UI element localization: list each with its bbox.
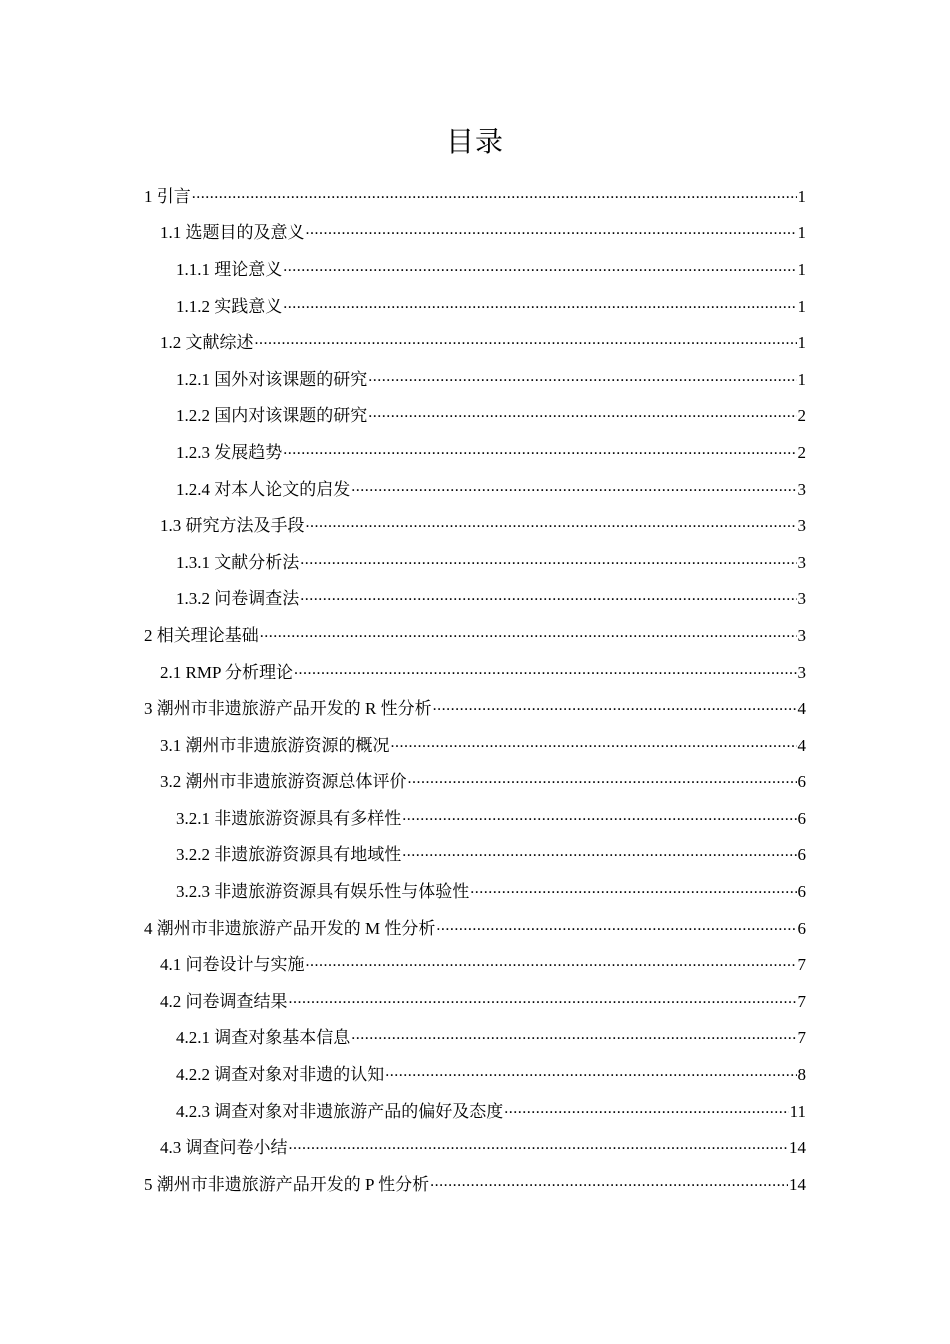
- dot-leader: [294, 661, 796, 678]
- dot-leader: [306, 221, 797, 238]
- toc-entry-link[interactable]: [176, 584, 950, 609]
- toc-entry-link[interactable]: [176, 804, 950, 829]
- dot-leader: [436, 917, 796, 934]
- toc-entry-link[interactable]: [176, 255, 950, 280]
- toc-entry-label: 1.3.2 问卷调查法: [176, 589, 300, 609]
- toc-entry-link[interactable]: [160, 658, 950, 683]
- toc-entry-label: 1.3.1 文献分析法: [176, 552, 300, 572]
- toc-entry-link[interactable]: [176, 475, 950, 500]
- toc-entry-link[interactable]: [176, 1097, 950, 1122]
- toc-entry: [0, 579, 950, 616]
- toc-entry-page-number: 6: [797, 845, 806, 865]
- dot-leader: [283, 258, 796, 275]
- dot-leader: [504, 1100, 788, 1117]
- toc-entry-label: 2 相关理论基础: [144, 625, 259, 645]
- toc-entry: [0, 871, 950, 908]
- toc-entry: [0, 542, 950, 579]
- toc-entry-page-number: 1: [797, 186, 806, 206]
- toc-entry-page-number: 1: [797, 369, 806, 389]
- toc-entry-link[interactable]: [144, 182, 950, 207]
- toc-entry-page-number: 3: [797, 589, 806, 609]
- toc-entry-label: 4.2.3 调查对象对非遗旅游产品的偏好及态度: [176, 1101, 504, 1121]
- toc-entry-link[interactable]: [144, 1170, 950, 1195]
- toc-entry-page-number: 3: [797, 516, 806, 536]
- toc-entry: [0, 432, 950, 469]
- dot-leader: [385, 1063, 796, 1080]
- toc-entry-label: 3.1 潮州市非遗旅游资源的概况: [160, 735, 390, 755]
- toc-entry-label: 3 潮州市非遗旅游产品开发的 R 性分析: [144, 699, 432, 719]
- dot-leader: [433, 697, 797, 714]
- toc-entry-page-number: 7: [797, 991, 806, 1011]
- toc-entry-link[interactable]: [144, 694, 950, 719]
- toc-entry-page-number: 4: [797, 735, 806, 755]
- toc-entry-label: 1.2.4 对本人论文的启发: [176, 479, 351, 499]
- toc-entry: [0, 981, 950, 1018]
- page-title: 目录: [445, 125, 504, 158]
- toc-entry-link[interactable]: [160, 328, 950, 353]
- toc-entry-page-number: 7: [797, 1028, 806, 1048]
- toc-entry-page-number: 2: [797, 406, 806, 426]
- toc-entry-label: 1.2.3 发展趋势: [176, 442, 283, 462]
- toc-entry-link[interactable]: [144, 621, 950, 646]
- toc-entry: [0, 652, 950, 689]
- toc-entry-label: 1.2.2 国内对该课题的研究: [176, 406, 368, 426]
- toc-entry: [0, 176, 950, 213]
- toc-entry: [0, 1054, 950, 1091]
- toc-entry-label: 3.2.1 非遗旅游资源具有多样性: [176, 808, 402, 828]
- toc-entry: [0, 944, 950, 981]
- toc-entry-link[interactable]: [144, 914, 950, 939]
- toc-entry-page-number: 1: [797, 333, 806, 353]
- toc-entry: [0, 469, 950, 506]
- toc-entry: [0, 286, 950, 323]
- toc-entry-page-number: 2: [797, 442, 806, 462]
- dot-leader: [283, 295, 796, 312]
- toc-entry-page-number: 1: [797, 296, 806, 316]
- toc-entry: [0, 688, 950, 725]
- toc-entry: [0, 322, 950, 359]
- toc-entry: [0, 725, 950, 762]
- dot-leader: [283, 441, 796, 458]
- toc-entry-label: 1 引言: [144, 186, 191, 206]
- dot-leader: [368, 368, 796, 385]
- dot-leader: [402, 843, 796, 860]
- toc-entry: [0, 505, 950, 542]
- toc-entry-label: 4.2.2 调查对象对非遗的认知: [176, 1065, 385, 1085]
- toc-entry: [0, 835, 950, 872]
- toc-entry-link[interactable]: [176, 1060, 950, 1085]
- toc-entry-page-number: 8: [797, 1065, 806, 1085]
- toc-entry: [0, 359, 950, 396]
- toc-entry-label: 5 潮州市非遗旅游产品开发的 P 性分析: [144, 1174, 430, 1194]
- dot-leader: [368, 404, 796, 421]
- dot-leader: [255, 331, 797, 348]
- toc-entry-label: 4.2 问卷调查结果: [160, 991, 288, 1011]
- toc-entry-link[interactable]: [176, 548, 950, 573]
- dot-leader: [300, 551, 796, 568]
- toc-entry: [0, 762, 950, 799]
- toc-entry-page-number: 1: [797, 223, 806, 243]
- toc-entry-link[interactable]: [176, 292, 950, 317]
- toc-entry-link[interactable]: [160, 987, 950, 1012]
- toc-entry-page-number: 14: [789, 1174, 806, 1194]
- toc-entry-label: 1.1.1 理论意义: [176, 259, 283, 279]
- toc-entry-page-number: 6: [797, 882, 806, 902]
- dot-leader: [300, 587, 796, 604]
- toc-entry-page-number: 1: [797, 259, 806, 279]
- dot-leader: [192, 185, 797, 202]
- table-of-contents: [0, 176, 950, 1201]
- toc-entry-label: 4 潮州市非遗旅游产品开发的 M 性分析: [144, 918, 436, 938]
- toc-entry-page-number: 6: [797, 772, 806, 792]
- toc-entry: [0, 615, 950, 652]
- toc-entry-label: 4.3 调查问卷小结: [160, 1138, 288, 1158]
- toc-entry-page-number: 11: [789, 1101, 806, 1121]
- toc-entry-label: 1.2 文献综述: [160, 333, 254, 353]
- dot-leader: [351, 1026, 796, 1043]
- toc-entry-label: 1.2.1 国外对该课题的研究: [176, 369, 368, 389]
- toc-entry-label: 2.1 RMP 分析理论: [160, 662, 294, 682]
- toc-entry-label: 1.1 选题目的及意义: [160, 223, 305, 243]
- toc-entry-label: 1.1.2 实践意义: [176, 296, 283, 316]
- toc-entry-link[interactable]: [160, 218, 950, 243]
- dot-leader: [351, 478, 796, 495]
- toc-entry-link[interactable]: [176, 1023, 950, 1048]
- toc-entry-link[interactable]: [176, 840, 950, 865]
- dot-leader: [470, 880, 796, 897]
- toc-entry-link[interactable]: [160, 1133, 950, 1158]
- toc-entry-link[interactable]: [176, 877, 950, 902]
- toc-entry-label: 3.2.3 非遗旅游资源具有娱乐性与体验性: [176, 882, 470, 902]
- toc-entry-page-number: 4: [797, 699, 806, 719]
- toc-entry: [0, 1091, 950, 1128]
- toc-entry: [0, 1164, 950, 1201]
- toc-entry-page-number: 3: [797, 479, 806, 499]
- toc-entry-link[interactable]: [160, 767, 950, 792]
- toc-entry-page-number: 6: [797, 808, 806, 828]
- dot-leader: [391, 734, 797, 751]
- toc-entry-link[interactable]: [176, 401, 950, 426]
- toc-entry-link[interactable]: [160, 950, 950, 975]
- toc-entry-page-number: 3: [797, 552, 806, 572]
- dot-leader: [306, 514, 797, 531]
- toc-entry-link[interactable]: [176, 438, 950, 463]
- toc-entry: [0, 249, 950, 286]
- dot-leader: [289, 1136, 789, 1153]
- toc-entry-label: 4.1 问卷设计与实施: [160, 955, 305, 975]
- toc-entry-link[interactable]: [176, 365, 950, 390]
- dot-leader: [402, 807, 796, 824]
- toc-entry: [0, 1018, 950, 1055]
- toc-entry-page-number: 14: [789, 1138, 806, 1158]
- toc-entry-label: 3.2.2 非遗旅游资源具有地域性: [176, 845, 402, 865]
- toc-entry-label: 3.2 潮州市非遗旅游资源总体评价: [160, 772, 407, 792]
- toc-entry-link[interactable]: [160, 511, 950, 536]
- dot-leader: [408, 770, 797, 787]
- dot-leader: [260, 624, 797, 641]
- dot-leader: [430, 1173, 788, 1190]
- toc-entry: [0, 908, 950, 945]
- toc-entry-label: 1.3 研究方法及手段: [160, 516, 305, 536]
- toc-entry-label: 4.2.1 调查对象基本信息: [176, 1028, 351, 1048]
- toc-entry: [0, 396, 950, 433]
- toc-entry-link[interactable]: [160, 731, 950, 756]
- dot-leader: [289, 990, 797, 1007]
- toc-entry-page-number: 3: [797, 625, 806, 645]
- dot-leader: [306, 953, 797, 970]
- toc-entry-page-number: 7: [797, 955, 806, 975]
- toc-entry: [0, 213, 950, 250]
- toc-entry: [0, 798, 950, 835]
- toc-entry-page-number: 6: [797, 918, 806, 938]
- toc-entry: [0, 1127, 950, 1164]
- toc-entry-page-number: 3: [797, 662, 806, 682]
